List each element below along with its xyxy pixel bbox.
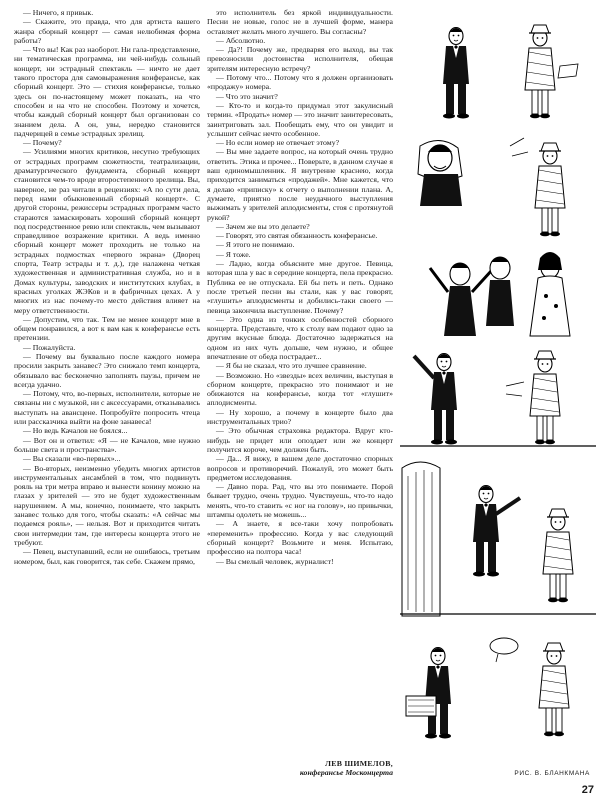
paragraph: — Кто-то и когда-то придумал этот закулисный термин. «Продать» номер — это значит заинтересовать, заинтриговать зал. Пообещать ему, что он увидит и услышит сейчас нечто особенное.	[207, 100, 393, 138]
paragraph: — Говорят, это святая обязанность конферансье.	[216, 231, 378, 241]
paragraph: — Ничего, я привык.	[23, 8, 94, 17]
page-number: 27	[581, 784, 594, 796]
comic-panel-3	[430, 252, 570, 336]
author-role: конферансье Москонцерта	[299, 768, 393, 777]
paragraph: — Я этого не понимаю.	[216, 240, 295, 250]
author-name: ЛЕВ ШИМЕЛОВ,	[325, 759, 393, 768]
paragraph: — Я тоже.	[216, 249, 251, 259]
paragraph: — Почему?	[23, 138, 62, 148]
comic-panel-6	[406, 638, 569, 739]
paragraph: — Это одна из тонких особенностей сборного концерта. Представьте, что к столу вам подают одно за другим вкусные блюда. Достаточно задержаться на одном из них чуть дольше, чем нужно, и общее впечатление от обеда пострадает...	[207, 314, 393, 361]
paragraph: — Но ведь Качалов не боялся...	[23, 426, 128, 436]
paragraph: — Вы сказали «во-первых»...	[23, 454, 121, 464]
paragraph: — Возможно. Но «звезды» всех величин, выступая в сборном концерте, прекрасно это понимают и не обижаются на конферансье, когда тот «глушит» аплодисменты.	[207, 370, 393, 408]
comic-panel-2	[418, 138, 565, 236]
paragraph: — Да?! Почему же, предваряя его выход, вы так превозносили достоинства исполнителя, обещая зрителям интересную встречу?	[207, 45, 393, 73]
illustration-credit: РИС. В. БЛАНКМАНА	[514, 770, 590, 777]
paragraph: — Я бы не сказал, что это лучшее сравнение.	[216, 361, 367, 371]
comic-panel-4	[400, 351, 596, 446]
paragraph: — Ладно, когда объясните мне другое. Певица, которая шла у вас в середине концерта, пела прекрасно. Публика ее не отпускала. Ей бы петь и петь. Однако после третьей песни вы стали, как у вас говорят, «глушить» аплодисменты и добились-таки своего — певица закончила выступление. Почему?	[207, 259, 393, 315]
comic-strip-illustration	[400, 6, 596, 776]
paragraph: — А знаете, я все-таки хочу попробовать «переменить» профессию. Когда у вас следующий сборный концерт? Возьмите и меня. Испытаю, профессию на полтора часа!	[207, 519, 393, 557]
paragraph: — Певец, выступавший, если не ошибаюсь, третьим номером, был, как говорится, так себе. Скажем прямо,	[14, 547, 200, 566]
paragraph: — Абсолютно.	[216, 35, 266, 45]
paragraph: — Да... Я вижу, в вашем деле достаточно спорных вопросов и противоречий. Пожалуй, это может быть предметом исследования.	[207, 454, 393, 482]
paragraph: — Давно пора. Рад, что вы это понимаете. Порой бывает трудно, очень трудно. Чувствуешь, что-то надо менять, что-то ставить «с ног на голову», но привычки, штампы одолеть не можешь...	[207, 482, 393, 520]
paragraph: — Вы смелый человек, журналист!	[216, 556, 334, 566]
article-column-2	[207, 8, 393, 770]
paragraph: — Это обычная страховка редактора. Вдруг кто-нибудь не придет или опоздает или же концерт получится короче, чем должен быть.	[207, 426, 393, 454]
paragraph: — Вот он и ответил: «Я — не Качалов, мне нужно больше света и пространства».	[14, 435, 200, 454]
paragraph: — Допустим, что так. Тем не менее концерт мне в общем понравился, а вот к вам как к конферансье есть претензии.	[14, 314, 200, 343]
comic-panel-5	[400, 462, 596, 616]
article-column-1	[14, 8, 200, 770]
author-signature	[207, 759, 393, 777]
paragraph: — Потому, что, во-первых, исполнители, которые не связаны ни с музыкой, ни с аксессуарами, отказывались выступать на авансцене. Попробуйте попросить чтеца или рассказчика выйти на фоне занавеса!	[14, 389, 200, 427]
paragraph: — Что вы! Как раз наоборот. Ни гала-представление, ни тематическая программа, ни чей-нибудь сольный концерт, ни эстрадный спектакль — ничто не дает такого простора для самовыражения конферансье, как сборный концерт. Это — стихия конферансье, только здесь он по-настоящему может показать, на что способен и на что не способен. Поэтому и хочется, чтобы каждый сборный концерт был организован со знанием дела. А он, увы, нередко становится падчерицей в семье эстрадных зрелищ.	[14, 45, 200, 138]
paragraph: — Ну хорошо, а почему в концерте было два инструментальных трио?	[207, 407, 393, 427]
paragraph: — Потому что... Потому что я должен организовать «продажу» номера.	[207, 73, 393, 92]
paragraph: — Во-вторых, неизменно убедить многих артистов инструментальных ансамблей в том, что подвинуть рояль на три метра вправо и вынести конину можно на глазах у зрителей — это не будет художественным нарушением. А мы, конечно, понимаете, что закрыть занавес только для того, чтобы сказать: «А сейчас мы подаемся рояль», — нельзя. Вот и приходится читать свои интермедии там, где интересы концерта этого не требуют.	[14, 463, 200, 547]
paragraph: — Скажите, это правда, что для артиста вашего жанра сборный концерт — самая нелюбимая форма работы?	[14, 17, 200, 45]
paragraph: — Зачем же вы это делаете?	[216, 221, 310, 231]
paragraph: — Что это значит?	[216, 91, 278, 101]
paragraph: это исполнитель без яркой индивидуальности. Песни не новые, голос не в лучшей форме, манера оставляет желать много лучшего. Вы согласны?	[207, 8, 393, 36]
paragraph: — Но если номер не отвечает этому?	[216, 138, 340, 148]
paragraph: — Пожалуйста.	[23, 342, 76, 352]
paragraph: — Вы мне задаете вопрос, на который очень трудно ответить. Этика и прочее... Поверьте, в данном случае я ваш единомышленник. Я внутренне краснею, когда приходится заниматься «продажей». Мне кажется, что я делаю «приписку» к отчету о выполнении плана. А, думаете, приятно после неудачного выступления выжимать у зрителей аплодисменты, стоя с протянутой рукой?	[207, 147, 393, 222]
comic-panel-1	[443, 25, 578, 119]
paragraph: — Почему вы буквально после каждого номера просили закрыть занавес? Это снижало темп концерта, обязывало вас бесконечно заполнять паузы, причем не всегда удачно.	[14, 351, 200, 389]
paragraph: — Усилиями многих критиков, несутно требующих от эстрадных программ сюжетности, театрализации, драматургического фундамента, сборный концерт становится чем-то вроде второстепенного зрелища. Вы, наверное, не раз читали в рецензиях: «А по сути дела, перед нами обыкновенный сборный концерт». С другой стороны, режиссеры эстрадных программ часто стараются замаскировать хороший сборный концерт под посредственное ревю или спектакль, чем вызывают справедливое возражение критики. А ведь именно сборный концерт может проходить не только на эстрадных подмостках «первого экрана» (Дворец спорта, Театр эстрады и т. д.), где налажена четкая художественная и административная служба, но и в Домах культуры, заводских и институтских клубах, в красных уголках ЖЭКов и в фабричных цехах. А у многих из нас почему-то место действия влияет на меру ответственности.	[14, 147, 200, 315]
